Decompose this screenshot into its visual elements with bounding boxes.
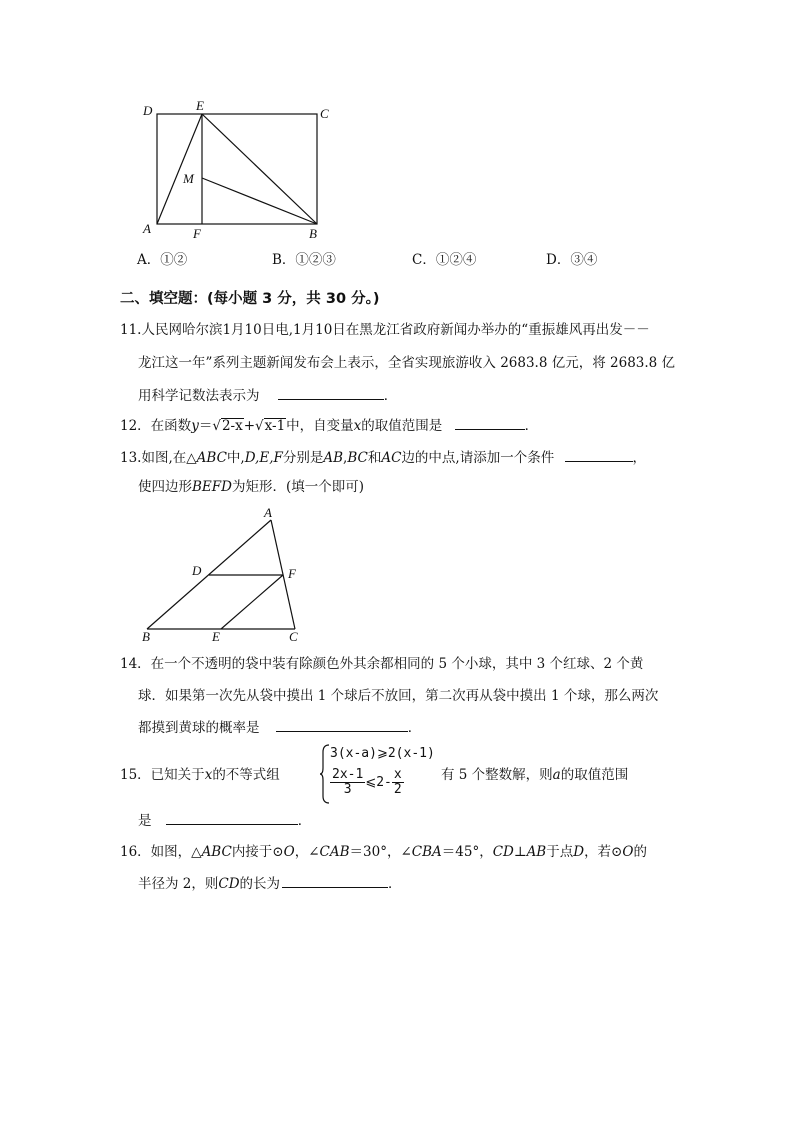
q12-line: 12．在函数y＝√2-x+√x-1中，自变量x的取值范围是 ． <box>120 415 538 436</box>
q16-line2: 半径为 2，则CD的长为 ． <box>138 873 402 894</box>
segment-mb <box>202 178 317 224</box>
q13-line1: 13.如图,在△ABC中,D,E,F分别是AB,BC和AC边的中点,请添加一个条件 ， <box>120 447 646 468</box>
fig2-label-d: D <box>192 563 202 578</box>
rectangle-dc-ab <box>157 114 317 224</box>
q15-line2: 是 ． <box>138 810 311 831</box>
segment-eb <box>202 114 317 224</box>
fig2-label-a: A <box>264 505 272 520</box>
fig2-label-f: F <box>288 566 296 581</box>
q14-answer-blank[interactable] <box>276 717 408 732</box>
figure-rectangle-abcd <box>130 95 350 245</box>
q12-radical-2: x-1 <box>264 418 286 434</box>
q10-choice-a[interactable]: A．①② <box>137 252 188 268</box>
q12-answer-blank[interactable] <box>455 415 525 430</box>
q14-line3: 都摸到黄球的概率是 ． <box>138 717 421 738</box>
section2-title: 二、填空题：(每小题 3 分，共 30 分。) <box>120 291 380 307</box>
fig1-label-b: B <box>309 226 317 241</box>
q11-line1: 11.人民网哈尔滨1月10日电,1月10日在黑龙江省政府新闻办举办的“重振雄风再出发－－ <box>120 322 650 338</box>
fig1-label-d: D <box>143 103 153 118</box>
segment-ae <box>157 114 202 224</box>
fig2-label-b: B <box>142 629 150 644</box>
figure-triangle-abc <box>140 505 310 645</box>
fig1-label-c: C <box>320 106 329 121</box>
fig1-label-a: A <box>143 221 151 236</box>
fig2-label-c: C <box>289 629 298 644</box>
q15-line1-tail: 有 5 个整数解，则a的取值范围 <box>441 767 629 783</box>
segment-ef <box>221 575 283 629</box>
q15-inequality-1: 3(x-a)⩾2(x-1) <box>330 746 435 761</box>
q11-line2: 龙江这一年”系列主题新闻发布会上表示，全省实现旅游收入 2683.8 亿元，将 2683.8 亿 <box>138 355 676 371</box>
q10-choice-d[interactable]: D．③④ <box>546 252 598 268</box>
fig1-label-e: E <box>196 98 204 113</box>
q10-choice-c[interactable]: C．①②④ <box>412 252 477 268</box>
fig2-label-e: E <box>212 629 220 644</box>
q13-line2: 使四边形BEFD为矩形．(填一个即可) <box>138 479 365 495</box>
fig1-label-f: F <box>193 226 201 241</box>
q15-inequality-2: $\frac{2x-1}{3}$ ⩽2- $\frac{x}{2}$ <box>332 767 402 797</box>
q13-answer-blank[interactable] <box>565 447 633 462</box>
q14-line2: 球．如果第一次先从袋中摸出 1 个球后不放回，第二次再从袋中摸出 1 个球，那么两次 <box>138 688 659 704</box>
q15-answer-blank[interactable] <box>166 810 298 825</box>
q15-line1: 15．已知关于x的不等式组 <box>120 767 280 783</box>
q10-choice-b[interactable]: B．①②③ <box>272 252 336 268</box>
q11-answer-blank[interactable] <box>278 385 384 400</box>
q15-brace <box>320 744 330 804</box>
q16-answer-blank[interactable] <box>282 873 388 888</box>
q14-line1: 14．在一个不透明的袋中装有除颜色外其余都相同的 5 个小球，其中 3 个红球、2 个黄 <box>120 656 644 672</box>
q16-line1: 16．如图，△ABC内接于⊙O，∠CAB＝30°，∠CBA＝45°，CD⊥AB于点D，若⊙O的 <box>120 844 647 860</box>
q11-line3: 用科学记数法表示为 ． <box>138 385 397 406</box>
fig1-label-m: M <box>183 171 194 186</box>
q12-radical-1: 2-x <box>221 418 243 434</box>
